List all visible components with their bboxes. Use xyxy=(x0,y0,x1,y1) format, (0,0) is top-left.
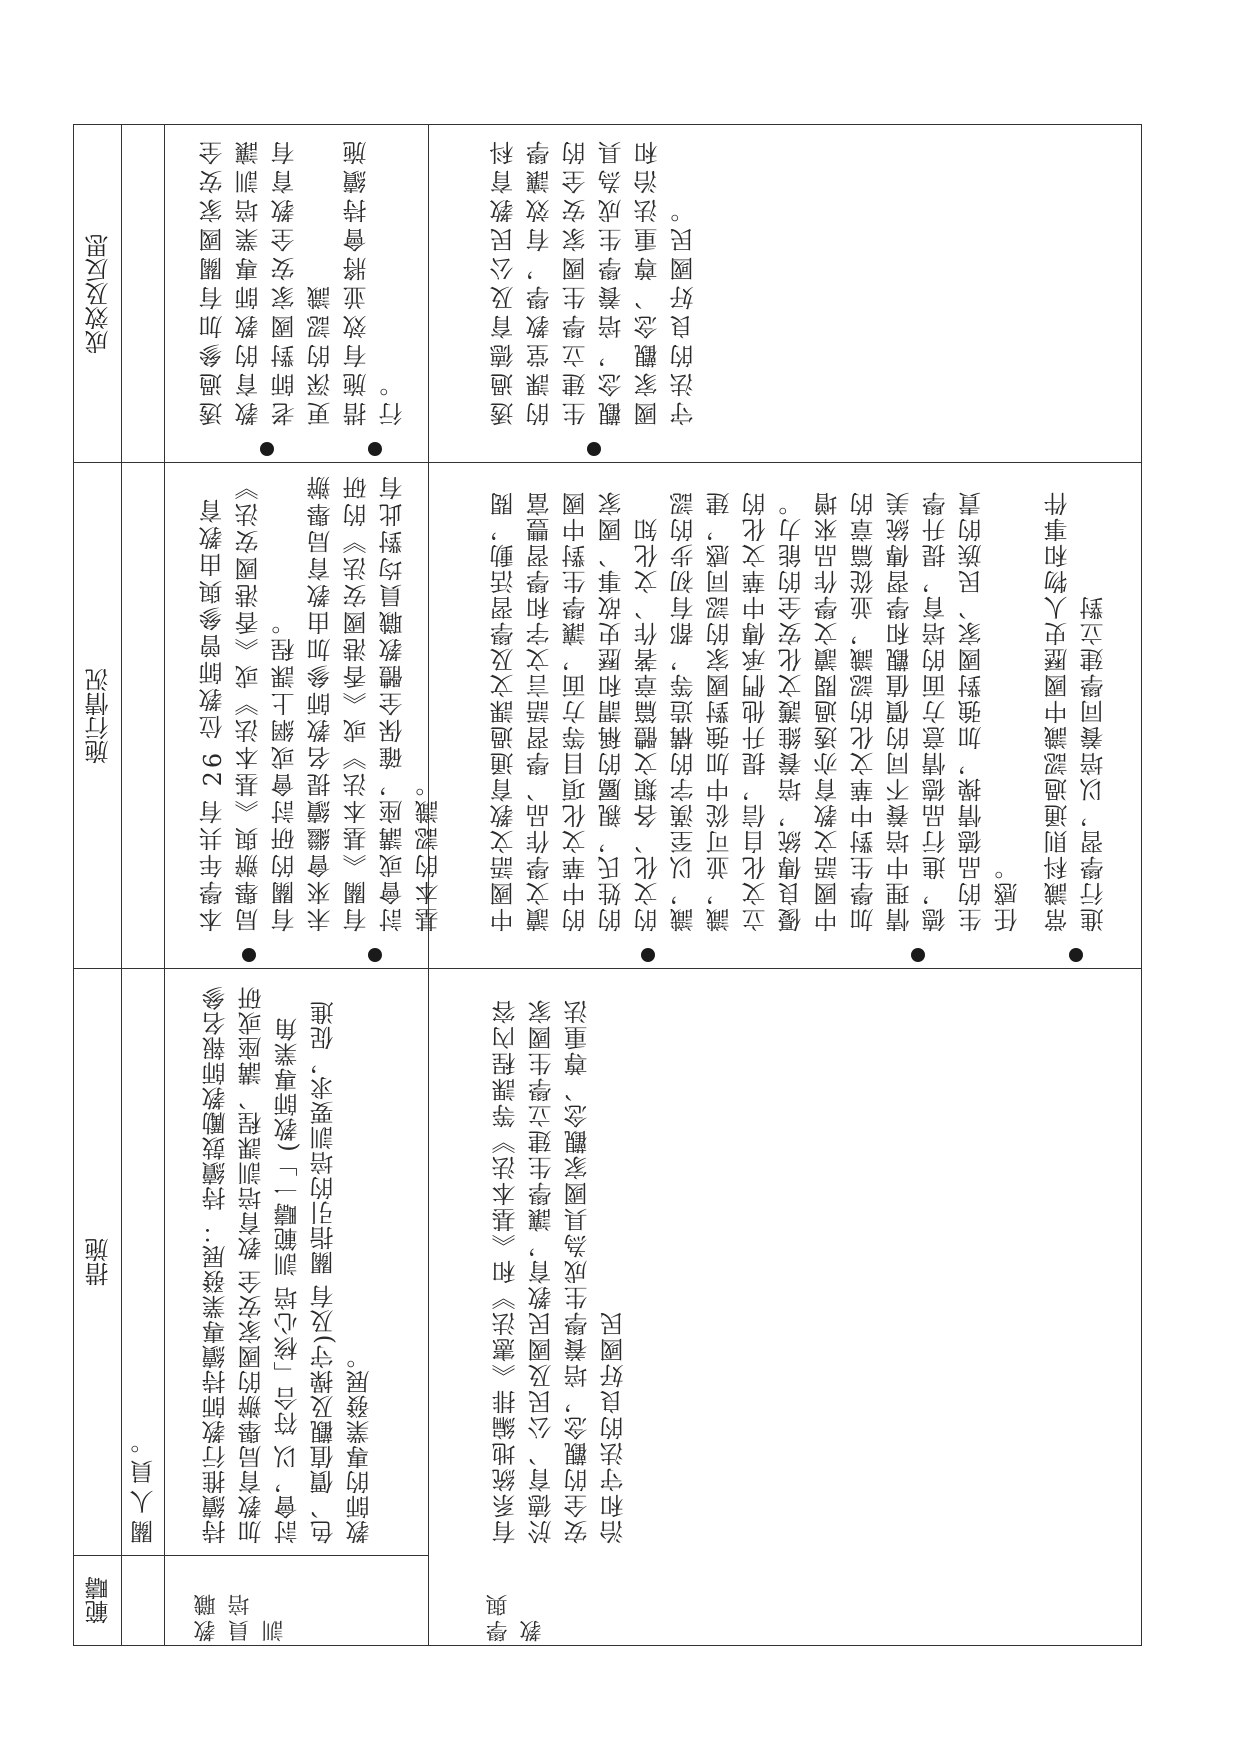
row2-measures: 有系統地編排《憲法》和《基本法》等課程內容於德育、公民及國民教育，讓學生建立學生國家安全的觀念，培養學生成為具國家觀念、尊重法治和守法的良好國民 xyxy=(492,998,628,1544)
bullet-icon xyxy=(368,948,382,962)
grid-line xyxy=(73,462,1142,463)
implementation-item: 中國語文教育通過課文及學習活動，閱讀文學作品、學習語言文字和學習豐富的中華文化項目等方面，讓學生對中國的姓氏，親屬的稱謂和歷史故事、國家的文化、各類文體篇章著作、文化知識，以至漢字的構造等，都有初步的認識，並可從中加強對國家的認同感，建立文化自信，提升他們承傳中華文化的優良傳統，培養維護文化安全的能力。 xyxy=(486,470,810,962)
row2-scope: 學與教 xyxy=(486,1590,545,1642)
grid-line xyxy=(73,968,1142,969)
reflection-item: 措施有效並將會持續施行。 xyxy=(339,132,411,456)
implementation-item: 中國語文教育亦透過閱讀文學作品來增加學生對中華文化的認識，並從篇章的情理中培養不同的價值觀和學習傳統美德，進行品德情意方面的培育，提升學生的品德情操，加強對國家、民族的責任感。 xyxy=(810,470,1026,962)
implementation-item: 常識科則通過認識中國歷史人物和事件進行學習，以培養同學建立對 xyxy=(1040,470,1112,962)
bullet-icon xyxy=(911,948,925,962)
bullet-icon xyxy=(641,948,655,962)
bullet-icon xyxy=(242,948,256,962)
row2-reflection xyxy=(486,128,698,460)
bullet-icon xyxy=(260,442,274,456)
reflection-item: 透過參加有關國家安全教育的教師專業培訓讓老師對國家安全教育有更深的認識 xyxy=(195,132,339,456)
row2-implementation xyxy=(486,466,1136,966)
row0-measures: 關人員。 xyxy=(130,1424,158,1544)
row1-measures: 持續推行教師持續專業發展： 持續鼓勵教師報名參加教育局舉辦的國家安全 教育培訓課程、講座或研討會，以 符合「核心培 訓範疇一」(教師專業角色、價值觀及操守)及有 關指引的培訓要求，促進教師的專業發展。 xyxy=(202,985,374,1544)
row1-reflection xyxy=(195,128,425,460)
bullet-icon xyxy=(587,442,601,456)
bullet-icon xyxy=(1069,948,1083,962)
implementation-item: 本學年共有 26 位教師曾參與由教育局舉辦與《基本法》或《香港國安法》有關的研討會或網上課程。 xyxy=(195,470,303,962)
implementation-item: 未來會繼續提名教師參加由教育局舉辦有關《基本法》或《香港國安法》的研討會或講座，確保全體教職員均對此有基本的認識。 xyxy=(303,470,447,962)
row1-scope: 教職員培訓 xyxy=(194,1590,287,1642)
header-scope: 範疇 xyxy=(84,1576,113,1625)
bullet-icon xyxy=(368,442,382,456)
header-measures: 措施 xyxy=(84,1238,113,1287)
reflection-item: 透過德育及公民教育科的課堂教學，有效讓學生建立學生國家安全的觀念，培養學生成為具國家觀念、尊重法治和守法的良好國民。 xyxy=(486,132,702,456)
header-implementation: 施行情況 xyxy=(84,668,113,764)
grid-line xyxy=(73,1555,428,1556)
header-reflection: 成效及反思 xyxy=(84,234,113,354)
row1-implementation xyxy=(195,466,443,966)
grid-line xyxy=(164,124,165,1646)
grid-line xyxy=(121,124,122,1646)
